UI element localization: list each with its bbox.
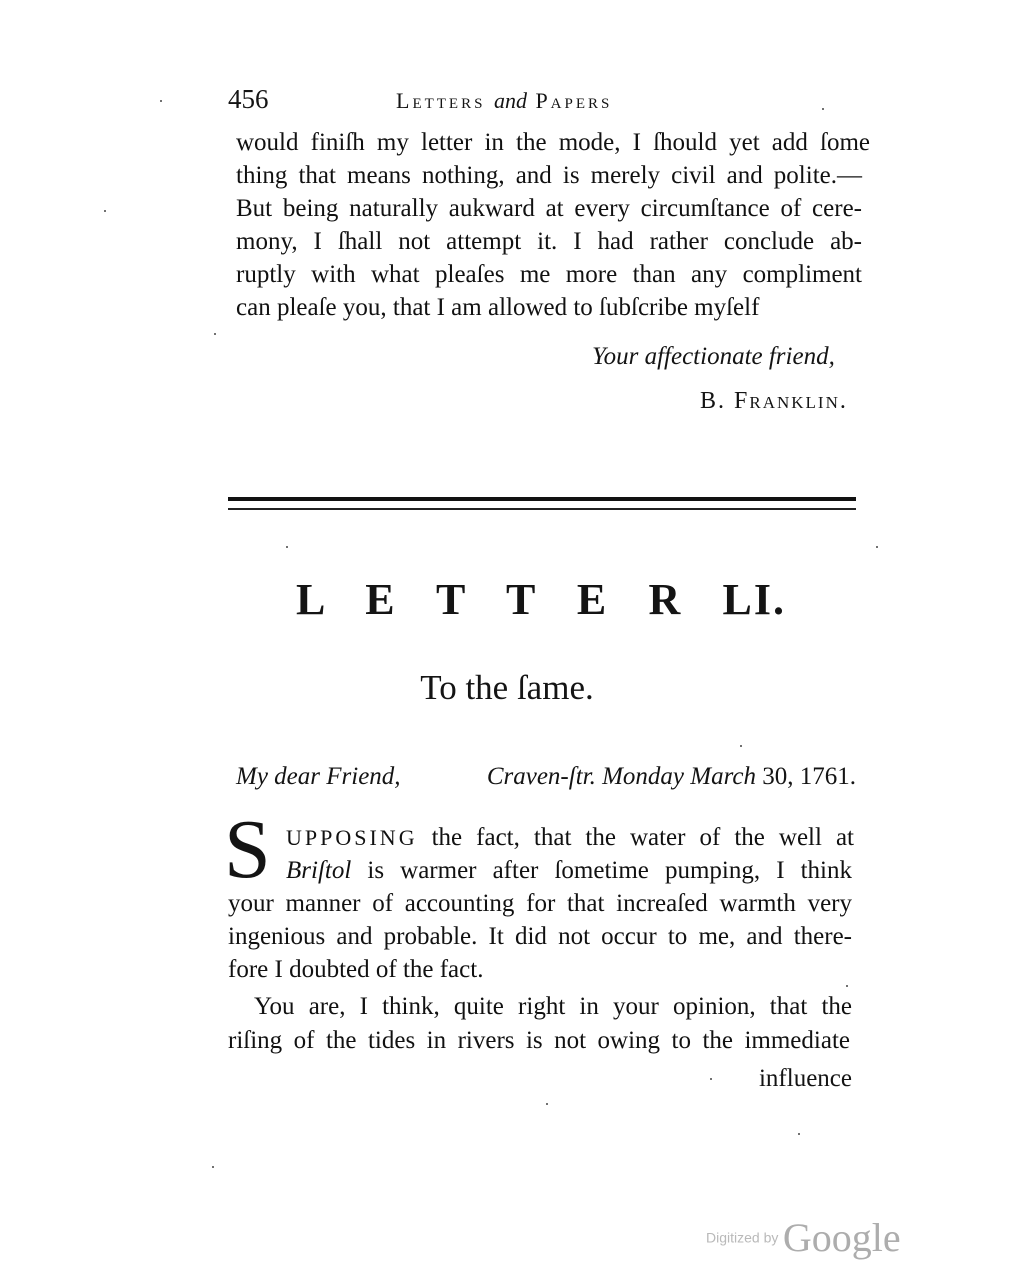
text-line: ruptly with what pleaſes me more than any compliment	[236, 261, 862, 288]
separator-rule-thin	[228, 508, 856, 510]
watermark-logo-text: Google	[782, 1215, 901, 1260]
text-line: would finiſh my letter in the mode, I ſhould yet add ſome	[236, 129, 870, 156]
italic-place: Briſtol	[286, 857, 352, 884]
text-line: fore I doubted of the fact.	[228, 956, 484, 983]
speck	[546, 1103, 548, 1105]
heading-letter: R	[648, 575, 683, 624]
speck	[822, 108, 824, 110]
text-line: can pleaſe you, that I am allowed to ſubſcribe myſelf	[236, 294, 760, 321]
heading-letter: T	[506, 575, 537, 624]
speck	[286, 546, 288, 548]
speck	[740, 745, 742, 747]
text-line: riſing of the tides in rivers is not owing to the immediate	[228, 1027, 850, 1054]
running-head-post: Papers	[535, 88, 613, 113]
page-number: 456	[228, 84, 269, 114]
text-line: thing that means nothing, and is merely civil and polite.—	[236, 162, 862, 189]
text-line	[286, 855, 852, 888]
text-line: mony, I ſhall not attempt it. I had rather conclude ab-	[236, 228, 862, 255]
speck	[212, 1166, 214, 1168]
heading-letter: E	[365, 575, 397, 624]
speck	[160, 100, 162, 102]
catchword: influence	[758, 1065, 852, 1092]
heading-letter: L	[296, 575, 325, 624]
running-head-mid: and	[493, 88, 527, 113]
dateline-place: Craven-ſtr. Monday March	[486, 763, 756, 790]
text-line	[286, 822, 854, 855]
line-rest: is warmer after ſometime pumping, I think	[367, 857, 852, 884]
separator-rule-thick	[228, 497, 856, 501]
heading-numeral: LI.	[722, 575, 787, 624]
running-header	[228, 84, 698, 120]
speck	[846, 985, 848, 987]
running-head-pre: Letters	[396, 88, 486, 113]
speck	[214, 333, 216, 335]
dateline-date: 30, 1761.	[762, 763, 856, 790]
heading-letter: T	[436, 575, 467, 624]
digitized-by-watermark	[706, 1214, 901, 1261]
speck	[710, 1078, 712, 1080]
speck	[876, 546, 878, 548]
drop-cap: S	[224, 803, 271, 896]
lead-caps: UPPOSING	[286, 825, 418, 850]
signature: B. Franklin.	[700, 388, 848, 414]
dateline	[487, 763, 856, 791]
closing-line: Your affectionate friend,	[592, 343, 835, 370]
watermark-small-text: Digitized by	[706, 1229, 779, 1246]
salutation: My dear Friend,	[236, 763, 401, 790]
text-line: ingenious and probable. It did not occur to me, and there-	[228, 923, 852, 950]
letter-heading	[296, 574, 786, 625]
line-rest: the fact, that the water of the well at	[431, 824, 854, 851]
speck	[104, 210, 106, 212]
text-line: your manner of accounting for that increaſed warmth very	[228, 890, 852, 917]
text-line: You are, I think, quite right in your opinion, that the	[254, 993, 852, 1020]
heading-letter: E	[576, 575, 609, 624]
speck	[798, 1133, 800, 1135]
running-head	[396, 88, 612, 114]
recipient-line: To the ſame.	[420, 668, 594, 707]
text-line: But being naturally aukward at every circumſtance of cere-	[236, 195, 862, 222]
